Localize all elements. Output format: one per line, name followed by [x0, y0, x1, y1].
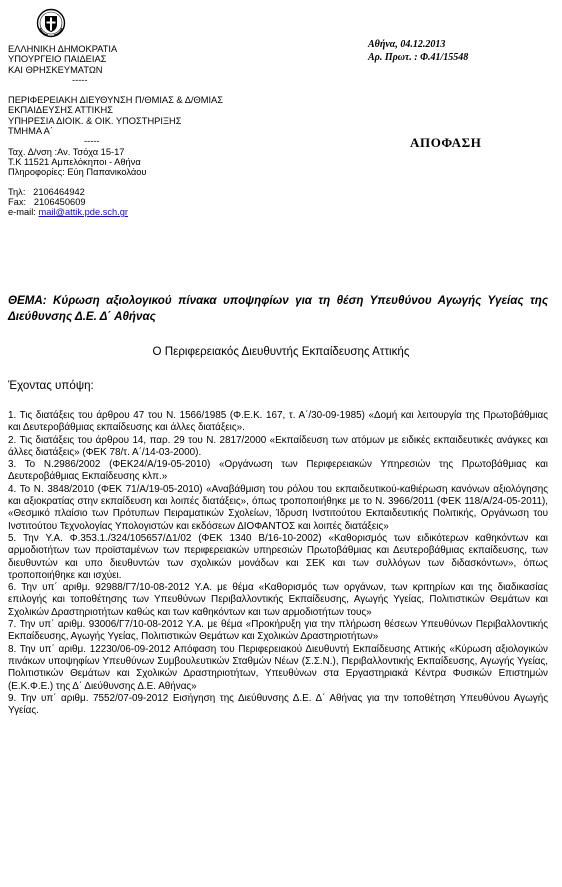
list-item: 9. Την υπ΄ αριθμ. 7552/07-09-2012 Εισήγηση της Διεύθυνσης Δ.Ε. Δ΄ Αθήνας για την τοποθέτηση Υπευθύνου Αγωγής Υγείας.: [8, 692, 548, 717]
list-item: 3. Το Ν.2986/2002 (ΦΕΚ24/Α/19-05-2010) «Οργάνωση των Περιφερειακών Υπηρεσιών της Πρωτοβάθμιας και Δευτεροβάθμιας Εκπαίδευσης κλπ.»: [8, 459, 548, 483]
list-item: 4. Το Ν. 3848/2010 (ΦΕΚ 71/Α/19-05-2010) «Αναβάθμιση του ρόλου του εκπαιδευτικού-καθιέρωση κανόνων αξιολόγησης και αξιοκρατίας στην εκπαίδευση και λοιπές διατάξεις», όπως τροποποιήθηκε με το Ν. 3966/2011 (ΦΕΚ 118/Α/24-05-2011), «Θεσμικό πλαίσιο των Πρότυπων Πειραματικών Σχολείων, Ίδρυση Ινστιτούτου Εκπαιδευτικής Πολιτικής, Οργάνωση του Ινστιτούτου Τεχνολογίας Υπολογιστών και εκδόσεων ΔΙΟΦΑΝΤΟΣ και λοιπές διατάξεις»: [8, 483, 548, 532]
ministry-line: ΥΠΟΥΡΓΕΙΟ ΠΑΙΔΕΙΑΣ: [8, 54, 107, 65]
list-item: 5. Την Υ.Α. Φ.353.1./324/105657/Δ1/02 (ΦΕΚ 1340 Β/16-10-2002) «Καθορισμός των ειδικότερων καθηκόντων και αρμοδιοτήτων των προϊσταμένων των περιφερειακών υπηρεσιών Πρωτοβάθμιας και Δευτεροβάθμιας εκπαίδευσης, των διευθυντών και υπο διευθυντών των σχολικών μονάδων και ΣΕΚ και των συλλόγων των διδασκόντων», όπως τροποποιήθηκε και ισχύει.: [8, 532, 548, 581]
fax-line: Fax: 2106450609: [8, 196, 86, 207]
address-line: Ταχ. Δ/νση :Αν. Τσόχα 15-17: [8, 146, 125, 157]
directorate-line: ΕΚΠΑΙΔΕΥΣΗΣ ΑΤΤΙΚΗΣ: [8, 105, 113, 116]
address-line: Τ.Κ 11521 Αμπελόκηποι - Αθήνα: [8, 156, 141, 167]
list-item: 8. Την υπ΄ αριθμ. 12230/06-09-2012 Απόφαση του Περιφερειακού Διευθυντή Εκπαίδευσης Αττικής «Κύρωση αξιολογικών πινάκων υποψηφίων Υπευθύνων Συμβουλευτικών Σταθμών Νέων (Σ.Σ.Ν.), Περιβαλλοντικής Εκπαίδευσης, Αγωγής Υγείας, Πολιτιστικών Θεμάτων και Σχολικών Δραστηριοτήτων, Υπευθύνων στα Εργαστηριακά Κέντρα Φυσικών Επιστημών (Ε.Κ.Φ.Ε.) της Δ΄ Διεύθυνσης Δ.Ε. Αθήνας»: [8, 643, 548, 692]
separator: -----: [84, 136, 100, 147]
issuer-title: Ο Περιφερειακός Διευθυντής Εκπαίδευσης Αττικής: [152, 345, 410, 358]
document-type: ΑΠΟΦΑΣΗ: [410, 135, 482, 150]
subject-heading: ΘΕΜΑ: Κύρωση αξιολογικού πίνακα υποψηφίων για τη θέση Υπευθύνου Αγωγής Υγείας της Διεύθυνσης Δ.Ε. Δ΄ Αθήνας: [8, 294, 548, 323]
list-item: 2. Τις διατάξεις του άρθρου 14, παρ. 29 του Ν. 2817/2000 «Εκπαίδευση των ατόμων με ειδικές εκπαιδευτικές ανάγκες και άλλες διατάξεις» (ΦΕΚ 78/τ. Α΄/14-03-2000).: [8, 434, 548, 458]
list-item: 1. Τις διατάξεις του άρθρου 47 του Ν. 1566/1985 (Φ.Ε.Κ. 167, τ. Α΄/30-09-1985) «Δομή και λειτουργία της Πρωτοβάθμιας και Δευτεροβάθμιας εκπαίδευσης και άλλες διατάξεις».: [8, 410, 548, 434]
date: Αθήνα, 04.12.2013: [368, 39, 446, 50]
separator: -----: [72, 74, 88, 85]
phone-line: Τηλ: 2106464942: [8, 186, 85, 197]
directorate-line: ΤΜΗΜΑ Α΄: [8, 126, 53, 137]
directorate-line: ΠΕΡΙΦΕΡΕΙΑΚΗ ΔΙΕΥΘΥΝΣΗ Π/ΘΜΙΑΣ & Δ/ΘΜΙΑΣ: [8, 95, 224, 106]
considerations-list: [8, 410, 548, 717]
address-line: Πληροφορίες: Εύη Παπανικολάου: [8, 167, 147, 178]
directorate-line: ΥΠΗΡΕΣΙΑ ΔΙΟΙΚ. & ΟΙΚ. ΥΠΟΣΤΗΡΙΞΗΣ: [8, 115, 182, 126]
protocol-number: Αρ. Πρωτ. : Φ.41/15548: [368, 52, 469, 63]
ministry-line: ΕΛΛΗΝΙΚΗ ΔΗΜΟΚΡΑΤΙΑ: [8, 44, 118, 54]
email-label: e-mail:: [8, 207, 39, 218]
list-item: 7. Την υπ΄ αριθμ. 93006/Γ7/10-08-2012 Υ.Α. με θέμα «Προκήρυξη για την πλήρωση θέσεων Υπευθύνων Περιβαλλοντικής Εκπαίδευσης, Αγωγής Υγείας, Πολιτιστικών Θεμάτων και Σχολικών Δραστηριοτήτων»: [8, 619, 548, 643]
list-item: 6. Την υπ΄ αριθμ. 92988/Γ7/10-08-2012 Υ.Α. με θέμα «Καθορισμός των οργάνων, των κριτηρίων και της διαδικασίας επιλογής και τοποθέτησης των Υπευθύνων Περιβαλλοντικής Εκπαίδευσης, Αγωγής Υγείας, Πολιτιστικών Θεμάτων και Σχολικών Δραστηριοτήτων καθώς και των καθηκόντων και των αρμοδιοτήτων τους»: [8, 582, 548, 618]
greek-republic-emblem-icon: [36, 8, 66, 38]
considering-label: Έχοντας υπόψη:: [8, 379, 94, 392]
email-link[interactable]: mail@attik.pde.sch.gr: [38, 207, 129, 218]
email-line: [8, 207, 258, 217]
sender-block: [8, 44, 258, 217]
reference-block: [368, 38, 468, 64]
ministry-line: ΚΑΙ ΘΡΗΣΚΕΥΜΑΤΩΝ: [8, 64, 103, 75]
